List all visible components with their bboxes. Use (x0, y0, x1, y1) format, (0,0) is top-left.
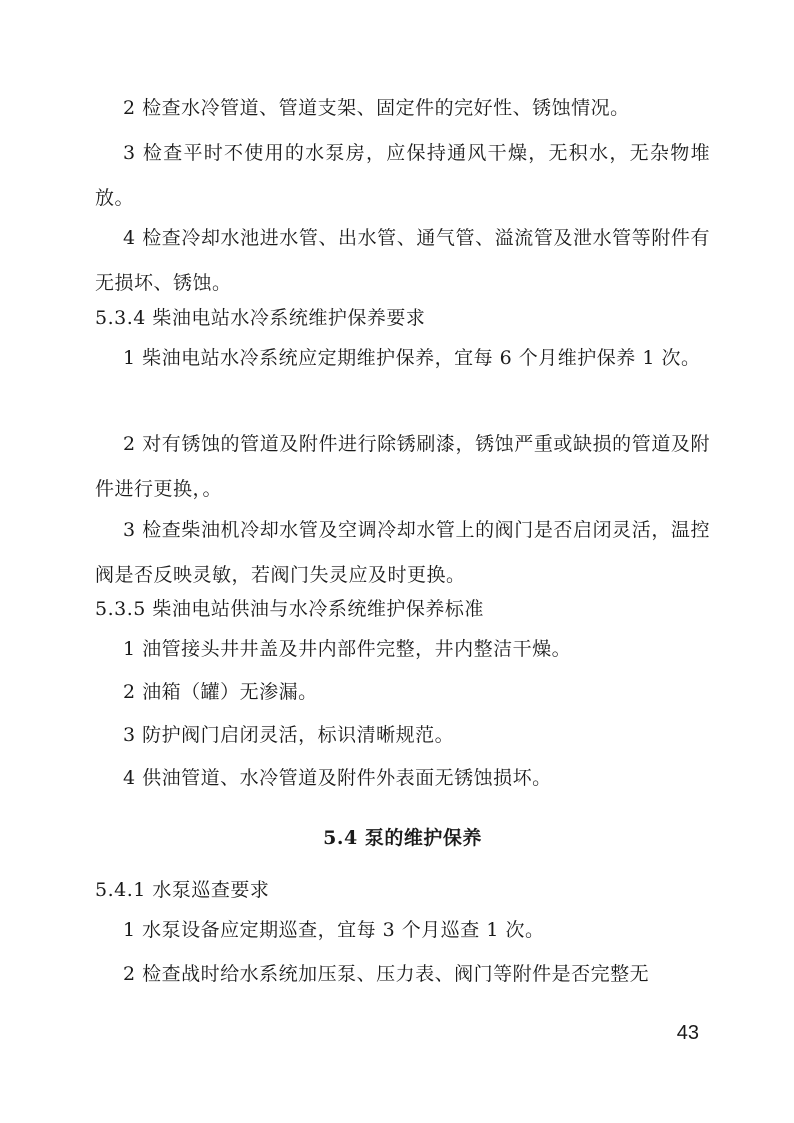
section-title-5-4: 5.4 泵的维护保养 (323, 827, 482, 849)
paragraph: 1 柴油电站水冷系统应定期维护保养，宜每 6 个月维护保养 1 次。 (123, 347, 701, 369)
subsection-heading-5-4-1: 5.4.1 水泵巡查要求 (95, 879, 270, 901)
paragraph: 1 油管接头井井盖及井内部件完整，井内整洁干燥。 (123, 638, 572, 660)
paragraph: 2 对有锈蚀的管道及附件进行除锈刷漆，锈蚀严重或缺损的管道及附件进行更换，。 (95, 433, 710, 500)
paragraph: 2 油箱（罐）无渗漏。 (123, 681, 318, 703)
paragraph: 4 供油管道、水冷管道及附件外表面无锈蚀损坏。 (123, 767, 552, 789)
paragraph: 3 防护阀门启闭灵活，标识清晰规范。 (123, 724, 455, 746)
paragraph: 3 检查平时不使用的水泵房，应保持通风干燥，无积水，无杂物堆放。 (95, 142, 710, 209)
subsection-heading-5-3-5: 5.3.5 柴油电站供油与水冷系统维护保养标准 (95, 598, 484, 620)
paragraph: 3 检查柴油机冷却水管及空调冷却水管上的阀门是否启闭灵活，温控阀是否反映灵敏，若阀门失灵应及时更换。 (95, 519, 710, 586)
paragraph: 2 检查战时给水系统加压泵、压力表、阀门等附件是否完整无 (123, 963, 650, 985)
page-number: 43 (676, 1022, 699, 1044)
paragraph: 2 检查水冷管道、管道支架、固定件的完好性、锈蚀情况。 (123, 97, 630, 119)
subsection-heading-5-3-4: 5.3.4 柴油电站水冷系统维护保养要求 (95, 307, 426, 329)
paragraph: 4 检查冷却水池进水管、出水管、通气管、溢流管及泄水管等附件有无损坏、锈蚀。 (95, 227, 710, 294)
paragraph: 1 水泵设备应定期巡查，宜每 3 个月巡查 1 次。 (123, 919, 545, 941)
